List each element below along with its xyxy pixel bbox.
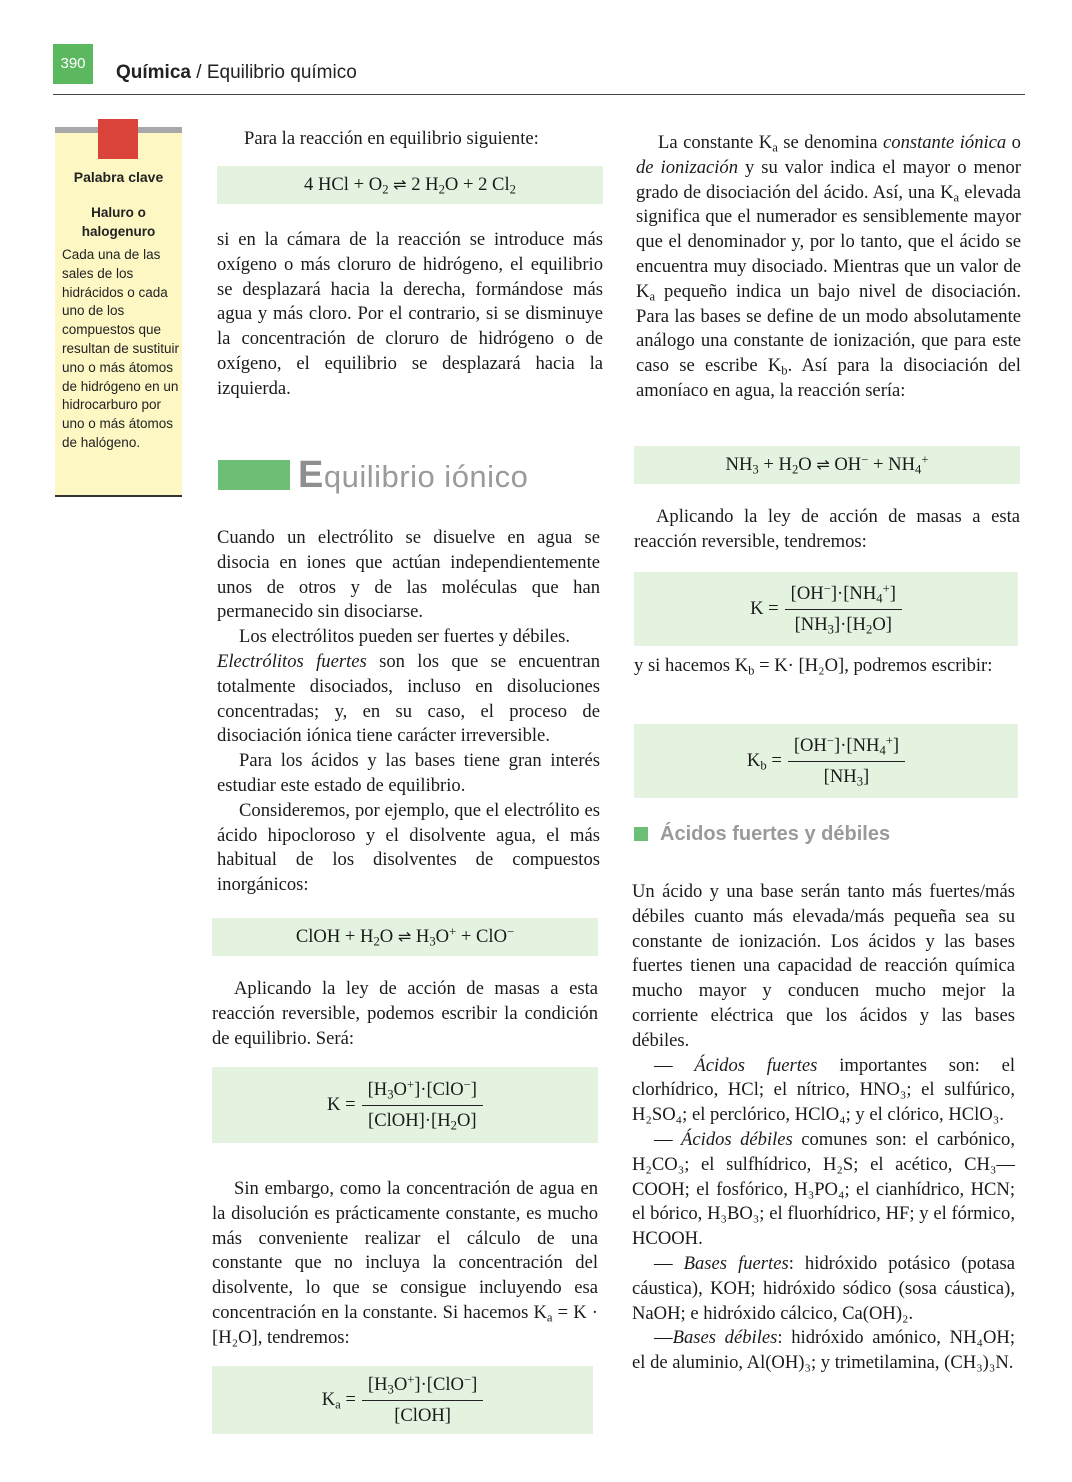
- sidebar-heading: Palabra clave: [73, 169, 164, 185]
- paragraph-weak-bases: [632, 1326, 1015, 1376]
- equation-hcl-o2: [217, 166, 603, 204]
- paragraph-mass-action-base: Aplicando la ley de acción de masas a esta reacción reversible, tendremos:: [634, 506, 1020, 552]
- kb-text-start: y si hacemos K: [634, 655, 749, 676]
- k-denominator: $[ClOH]\cdot[H_2O]$: [368, 1109, 477, 1133]
- kb-symbol: $K_b$ =: [746, 750, 782, 773]
- paragraph-strong-acids: [632, 1054, 1015, 1128]
- sidebar-red-tab: [98, 119, 138, 159]
- subsection-title-text: Ácidos fuertes y débiles: [660, 822, 891, 845]
- weak-bases-term: Bases débiles: [672, 1327, 778, 1349]
- running-head-chapter: Equilibrio químico: [206, 62, 357, 83]
- left-intro: [244, 127, 604, 152]
- k-ammonia-denominator: $[NH_3]\cdot[H_2O]$: [794, 613, 892, 637]
- left-body: [217, 526, 600, 898]
- rc-t1: La constante K: [658, 132, 773, 153]
- equation-ka: [212, 1366, 593, 1434]
- paragraph-strong-electrolytes: [217, 650, 600, 749]
- ka-denominator: [ClOH]: [394, 1404, 451, 1426]
- paragraph-acids-bases: Para los ácidos y las bases tiene gran interés estudiar este estado de equilibrio.: [217, 750, 600, 796]
- strong-electrolytes-text: son los que se encuentran totalmente disociados, incluso en disoluciones concentradas; y, en su caso, el proceso de disociación iónica tiene carácter irreversible.: [217, 650, 600, 747]
- page-number: 390: [53, 44, 93, 84]
- kb-denominator: $[NH_3]$: [823, 765, 870, 789]
- rc-t6: pequeño indica un bajo nivel de disociación. Para las bases se define de un modo absolutamente análogo una constante de ionización, que para este caso se escribe K: [636, 280, 1021, 377]
- rc-t4: y su valor indica el mayor o menor grado de disociación del ácido. Así, una K: [636, 156, 1021, 203]
- left-paragraph-shift: [217, 228, 603, 402]
- sidebar-definition: Cada una de las sales de los hidrácidos o cada uno de los compuestos que resultan de sustituir uno o más átomos de hidrógeno en un hidrocarburo por uno o más átomos de halógeno.: [62, 247, 180, 450]
- right-acids-text: [632, 880, 1015, 1376]
- running-head: [116, 62, 357, 84]
- paragraph-ka-definition: [212, 1177, 598, 1351]
- ka-fraction: [362, 1373, 483, 1428]
- k-ammonia-fraction: [785, 582, 902, 637]
- dash: —: [654, 1128, 682, 1150]
- rc-t7: . Así para la disociación del amoníaco en agua, la reacción sería:: [636, 355, 1021, 401]
- dash: —: [654, 1252, 684, 1274]
- sidebar-term: Haluro o halogenuro: [81, 205, 156, 239]
- rc-t5: elevada significa que el numerador es sensiblemente mayor que el denominador y, por lo tanto, que el ácido se encuentra muy disociado. Mientras que un valor de K: [636, 181, 1021, 302]
- paragraph-hypochlorous: Consideremos, por ejemplo, que el electrólito es ácido hipocloroso y el disolvente agua, el más habitual de los disolventes de compuestos inorgánicos:: [217, 799, 600, 896]
- section-title-initial: E: [298, 453, 324, 496]
- paragraph-shift: si en la cámara de la reacción se introduce más oxígeno o más cloruro de hidrógeno, el equilibrio se desplazará hacia la derecha, formándose más agua y más cloro. Por el contrario, si se disminuye la concentración de cloruro de hidrógeno o de oxígeno, el equilibrio se desplazará hacia la izquierda.: [217, 229, 603, 399]
- running-head-separator: /: [190, 62, 207, 83]
- equation-kb: [634, 724, 1018, 798]
- paragraph-strong-bases: [632, 1252, 1015, 1326]
- equation-text: $NH_3 + H_2O$ ⇌ $OH^- + NH_4^+$: [725, 452, 929, 477]
- paragraph-mass-action: Aplicando la ley de acción de masas a esta reacción reversible, podemos escribir la condición de equilibrio. Será:: [212, 978, 598, 1049]
- rc-i2: de ionización: [636, 156, 738, 178]
- paragraph-electrolyte: Cuando un electrólito se disuelve en agua se disocia en iones que actúan independientemente unos de otros y de las moléculas que han permanecido sin disociarse.: [217, 527, 600, 623]
- weak-bases-text: : hidróxido amónico, NH₄OH; el de aluminio, Al(OH)₃; y trimetilamina, (CH₃)₃N.: [632, 1327, 1015, 1374]
- kb-subscript: b: [748, 663, 755, 678]
- paragraph-kb-definition: [634, 654, 1018, 679]
- ka-subscript: a: [546, 1310, 553, 1325]
- rc-sub2: a: [953, 190, 960, 205]
- weak-acids-text: comunes son: el carbónico, H₂CO₃; el sulfhídrico, H₂S; el acético, CH₃—COOH; el fosfórico, H₃PO₄; el cianhídrico, HCN; el bórico, H₃BO₃; el fluorhídrico, HF; y el fórmico, HCOOH.: [632, 1128, 1015, 1250]
- kb-text-end: = K· [H₂O], podremos escribir:: [754, 655, 993, 676]
- weak-acids-term: Ácidos débiles: [681, 1128, 793, 1150]
- section-green-block: [218, 460, 290, 490]
- dash: —: [654, 1327, 673, 1349]
- ka-symbol: $K_a$ =: [321, 1389, 356, 1412]
- section-title-text: [298, 454, 528, 497]
- dash: —: [654, 1054, 695, 1076]
- strong-acids-term: Ácidos fuertes: [694, 1054, 818, 1076]
- keyword-sidebar: [55, 127, 182, 497]
- k-symbol: K =: [750, 598, 779, 619]
- ka-text-start: Sin embargo, como la concentración de agua en la disolución es prácticamente constante, es mucho más conveniente realizar el cálculo de una constante que no incluya la concentración del disolvente, lo que se consigue incluyendo esa concentración en la constante. Si hacemos K: [212, 1178, 598, 1323]
- strong-bases-term: Bases fuertes: [683, 1252, 789, 1274]
- header-rule: [53, 94, 1025, 95]
- paragraph-strong-weak: Los electrólitos pueden ser fuertes y débiles.: [239, 626, 570, 648]
- equation-cloh: [212, 918, 598, 956]
- paragraph-ionization-constant: [636, 131, 1021, 404]
- rc-t3: o: [1006, 132, 1021, 153]
- strong-electrolytes-term: Electrólitos fuertes: [217, 650, 367, 672]
- k-ammonia-numerator: $[OH^-]\cdot[NH_4^+]$: [785, 582, 902, 610]
- k-symbol: K =: [327, 1094, 356, 1115]
- k-fraction: [362, 1078, 483, 1133]
- equation-nh3: [634, 446, 1020, 484]
- rc-sub4: b: [781, 363, 788, 378]
- equation-text: ClOH + $H_2O$ ⇌ $H_3O^+ + ClO^-$: [295, 924, 515, 949]
- strong-acids-text: importantes son: el clorhídrico, HCl; el nítrico, HNO₃; el sulfúrico, H₂SO₄; el perclórico, HClO₄; y el clórico, HClO₃.: [632, 1054, 1015, 1126]
- rc-t2: se denomina: [777, 132, 884, 153]
- equation-k-ammonia: [634, 572, 1018, 646]
- paragraph-weak-acids: [632, 1128, 1015, 1252]
- equation-k-hypochlorous: [212, 1067, 598, 1143]
- subsection-green-square: [634, 827, 648, 841]
- running-head-subject: Química: [116, 62, 191, 83]
- right-kb-definition: [634, 654, 1018, 679]
- strong-bases-text: : hidróxido potásico (potasa cáustica), KOH; hidróxido sódico (sosa cáustica), NaOH; e hidróxido cálcico, Ca(OH)₂.: [632, 1252, 1015, 1324]
- section-title-rest: quilibrio iónico: [323, 458, 529, 494]
- left-ka-definition: [212, 1177, 598, 1351]
- k-numerator: $[H_3O^+]\cdot[ClO^-]$: [362, 1078, 483, 1106]
- paragraph-acid-strength: Un ácido y una base serán tanto más fuertes/más débiles cuanto más elevada/más pequeña sea su constante de ionización. Los ácidos y las bases fuertes tienen una capacidad de reacción química mucho mayor y conducen mucho mejor la corriente eléctrica que los ácidos y las bases débiles.: [632, 881, 1015, 1051]
- rc-i1: constante iónica: [883, 132, 1007, 153]
- kb-fraction: [788, 734, 905, 789]
- section-title: [218, 455, 528, 495]
- right-ka-text: [636, 131, 1021, 404]
- left-mass-action: [212, 977, 598, 1051]
- right-mass-action: [634, 505, 1020, 555]
- ka-text-end: = K · [H₂O], tendremos:: [212, 1301, 598, 1348]
- kb-numerator: $[OH^-]\cdot[NH_4^+]$: [788, 734, 905, 762]
- ka-numerator: $[H_3O^+]\cdot[ClO^-]$: [362, 1373, 483, 1401]
- equation-text: 4 HCl + $O_2$ ⇌ 2 $H_2O + 2$ $Cl_2$: [304, 174, 516, 197]
- subsection-title: [634, 819, 890, 849]
- intro-text: Para la reacción en equilibrio siguiente:: [244, 128, 539, 149]
- rc-sub1: a: [772, 140, 778, 155]
- rc-sub3: a: [649, 289, 656, 304]
